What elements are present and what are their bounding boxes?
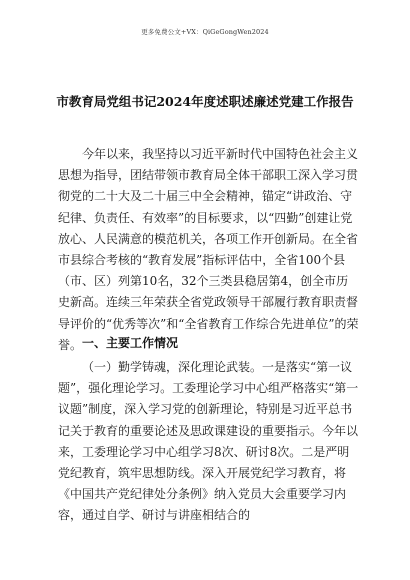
intro-section — [58, 144, 360, 356]
section-heading: 一、主要工作情况 — [82, 336, 179, 350]
section-paragraph: （一）勤学铸魂，深化理论武装。一是落实“第一议题”，强化理论学习。工委理论学习中心组严格落实“第一议题”制度，深入学习党的创新理论，特别是习近平总书记关于教育的重要论述及思政课建设的重要指示。今年以来，工委理论学习中心组学习8次、研讨8次。二是严明党纪教育，筑牢思想防线。深入开展党纪学习教育，将《中国共产党纪律处分条例》纳入党员大会重要学习内容，通过自学、研讨与讲座相结合的 — [58, 360, 359, 523]
section-body — [58, 357, 360, 527]
document-title: 市教育局党组书记2024年度述职述廉述党建工作报告 — [56, 94, 354, 109]
header-note: 更多免费公文+VX：QiGeGongWen2024 — [141, 28, 269, 36]
intro-paragraph: 今年以来，我坚持以习近平新时代中国特色社会主义思想为指导，团结带领市教育局全体干部职工深入学习贯彻党的二十大及二十届三中全会精神，锚定“讲政治、守纪律、负责任、有效率”的目标要求，以“四勤”创建让党放心、人民满意的模范机关，各项工作开创新局。在全省市县综合考核的“教育发展”指标评估中，全省100个县（市、区）列第10名，32个三类县稳居第4，创全市历史新高。连续三年荣获全省党政领导干部履行教育职责督导评价的“优秀等次”和“全省教育工作综合先进单位”的荣誉。 — [58, 147, 359, 352]
